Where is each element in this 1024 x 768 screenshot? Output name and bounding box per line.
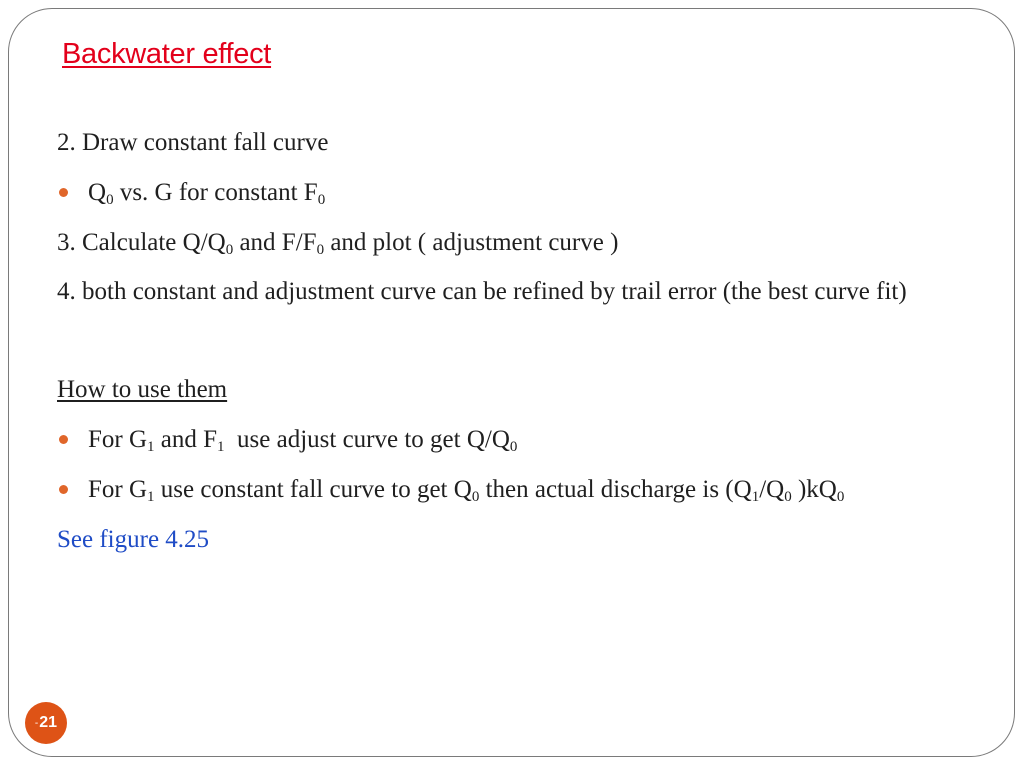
see-figure-link[interactable]: See figure 4.25 xyxy=(57,526,210,553)
bullet-icon xyxy=(59,435,68,444)
bullet-adjust-curve: For $G_1$ and $F_1$ use adjust curve to get $Q/Q_0$ xyxy=(57,421,987,458)
how-to-use-heading: How to use them xyxy=(57,376,228,403)
bullet-q0-vs-g: $Q_0$ vs. G for constant $F_0$ xyxy=(57,174,987,211)
slide-body xyxy=(57,124,987,558)
bullet-icon xyxy=(59,485,68,494)
step-3-line: 3. Calculate $Q/Q_0$ and $F/F_0$ and plot ( adjustment curve ) xyxy=(57,229,619,258)
bullet-icon xyxy=(59,188,68,197)
step-4-line: 4. both constant and adjustment curve can be refined by trail error (the best curve fit) xyxy=(57,278,907,305)
slide-title: Backwater effect xyxy=(62,38,272,70)
page-number-badge: - 21 xyxy=(25,702,67,744)
bullet-constant-fall-curve: For $G_1$ use constant fall curve to get $Q_0$ then actual discharge is ($Q_1/Q_0$ )$kQ_0$ xyxy=(57,471,987,508)
step-2-line: 2. Draw constant fall curve xyxy=(57,129,329,156)
